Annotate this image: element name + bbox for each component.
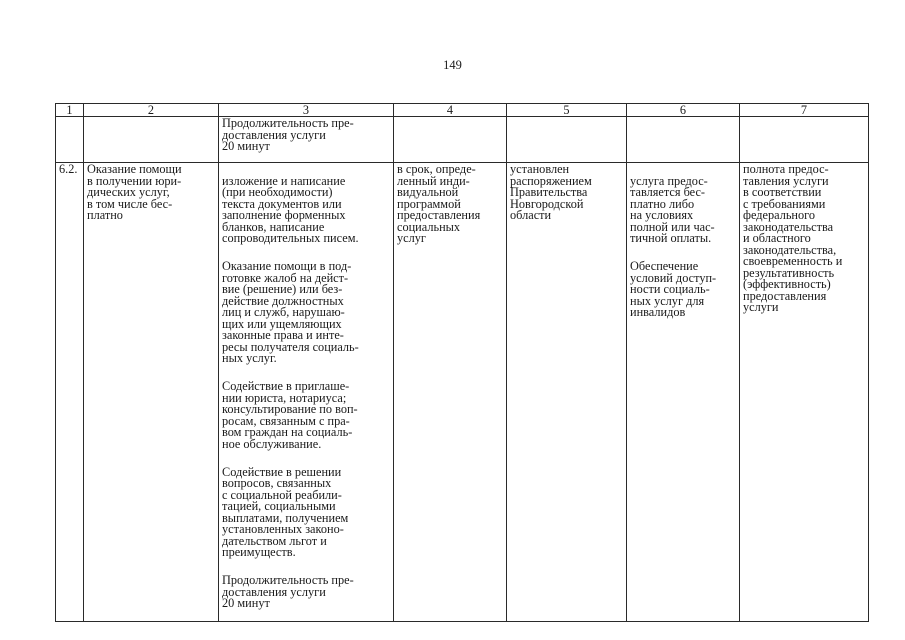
- conditions-paragraph: Обеспечение условий доступ- ности социаль- ных услуг для инвалидов: [630, 259, 717, 319]
- description-paragraph: Продолжительность пре- доставления услуги 20 минут: [222, 573, 354, 610]
- table-cell: [56, 117, 84, 163]
- service-conditions: [627, 163, 740, 622]
- column-header: 2: [84, 104, 219, 117]
- conditions-paragraph: услуга предос- тавляется бес- платно либо на условиях полной или час- тичной оплаты.: [630, 173, 715, 245]
- description-paragraph: Содействие в решении вопросов, связанных с социальной реабили- тацией, социальными выплатами, получением установленных законо- дательством льгот и преимуществ.: [222, 464, 349, 559]
- service-quality: полнота предос- тавления услуги в соответствии с требованиями федерального законодательства и областного законодательства, своевременность и результативность (эффективность) предоставления услуги: [740, 163, 869, 622]
- services-table: [55, 103, 869, 622]
- table-cell: [740, 117, 869, 163]
- service-term: в срок, опреде- ленный инди- видуальной программой предоставления социальных услуг: [394, 163, 507, 622]
- description-paragraph: изложение и написание (при необходимости) текста документов или заполнение форменных бланков, написание сопроводительных писем.: [222, 173, 359, 245]
- table-row-6-2: [56, 163, 869, 622]
- column-header: 1: [56, 104, 84, 117]
- column-header: 5: [507, 104, 627, 117]
- column-header: 3: [219, 104, 394, 117]
- table-cell: [507, 117, 627, 163]
- service-norm: установлен распоряжением Правительства Новгородской области: [507, 163, 627, 622]
- table-header-row: [56, 104, 869, 117]
- table-cell-duration: Продолжительность пре- доставления услуги 20 минут: [219, 117, 394, 163]
- row-number: 6.2.: [56, 163, 84, 622]
- table-cell: [394, 117, 507, 163]
- column-header: 7: [740, 104, 869, 117]
- table-row-continued: [56, 117, 869, 163]
- page-number: 149: [443, 58, 462, 72]
- column-header: 6: [627, 104, 740, 117]
- description-paragraph: Содействие в приглаше- нии юриста, нотариуса; консультирование по воп- росам, связанным с пра- вом граждан на социаль- ное обслуживание.: [222, 379, 358, 451]
- column-header: 4: [394, 104, 507, 117]
- service-description: [219, 163, 394, 622]
- table-cell: [84, 117, 219, 163]
- service-name: Оказание помощи в получении юри- дических услуг, в том числе бес- платно: [84, 163, 219, 622]
- table-cell: [627, 117, 740, 163]
- description-paragraph: Оказание помощи в под- готовке жалоб на дейст- вие (решение) или без- действие должностных лиц и служб, нарушаю- щих или ущемляющих законные права и инте- ресы получателя социаль- ных услуг.: [222, 259, 359, 365]
